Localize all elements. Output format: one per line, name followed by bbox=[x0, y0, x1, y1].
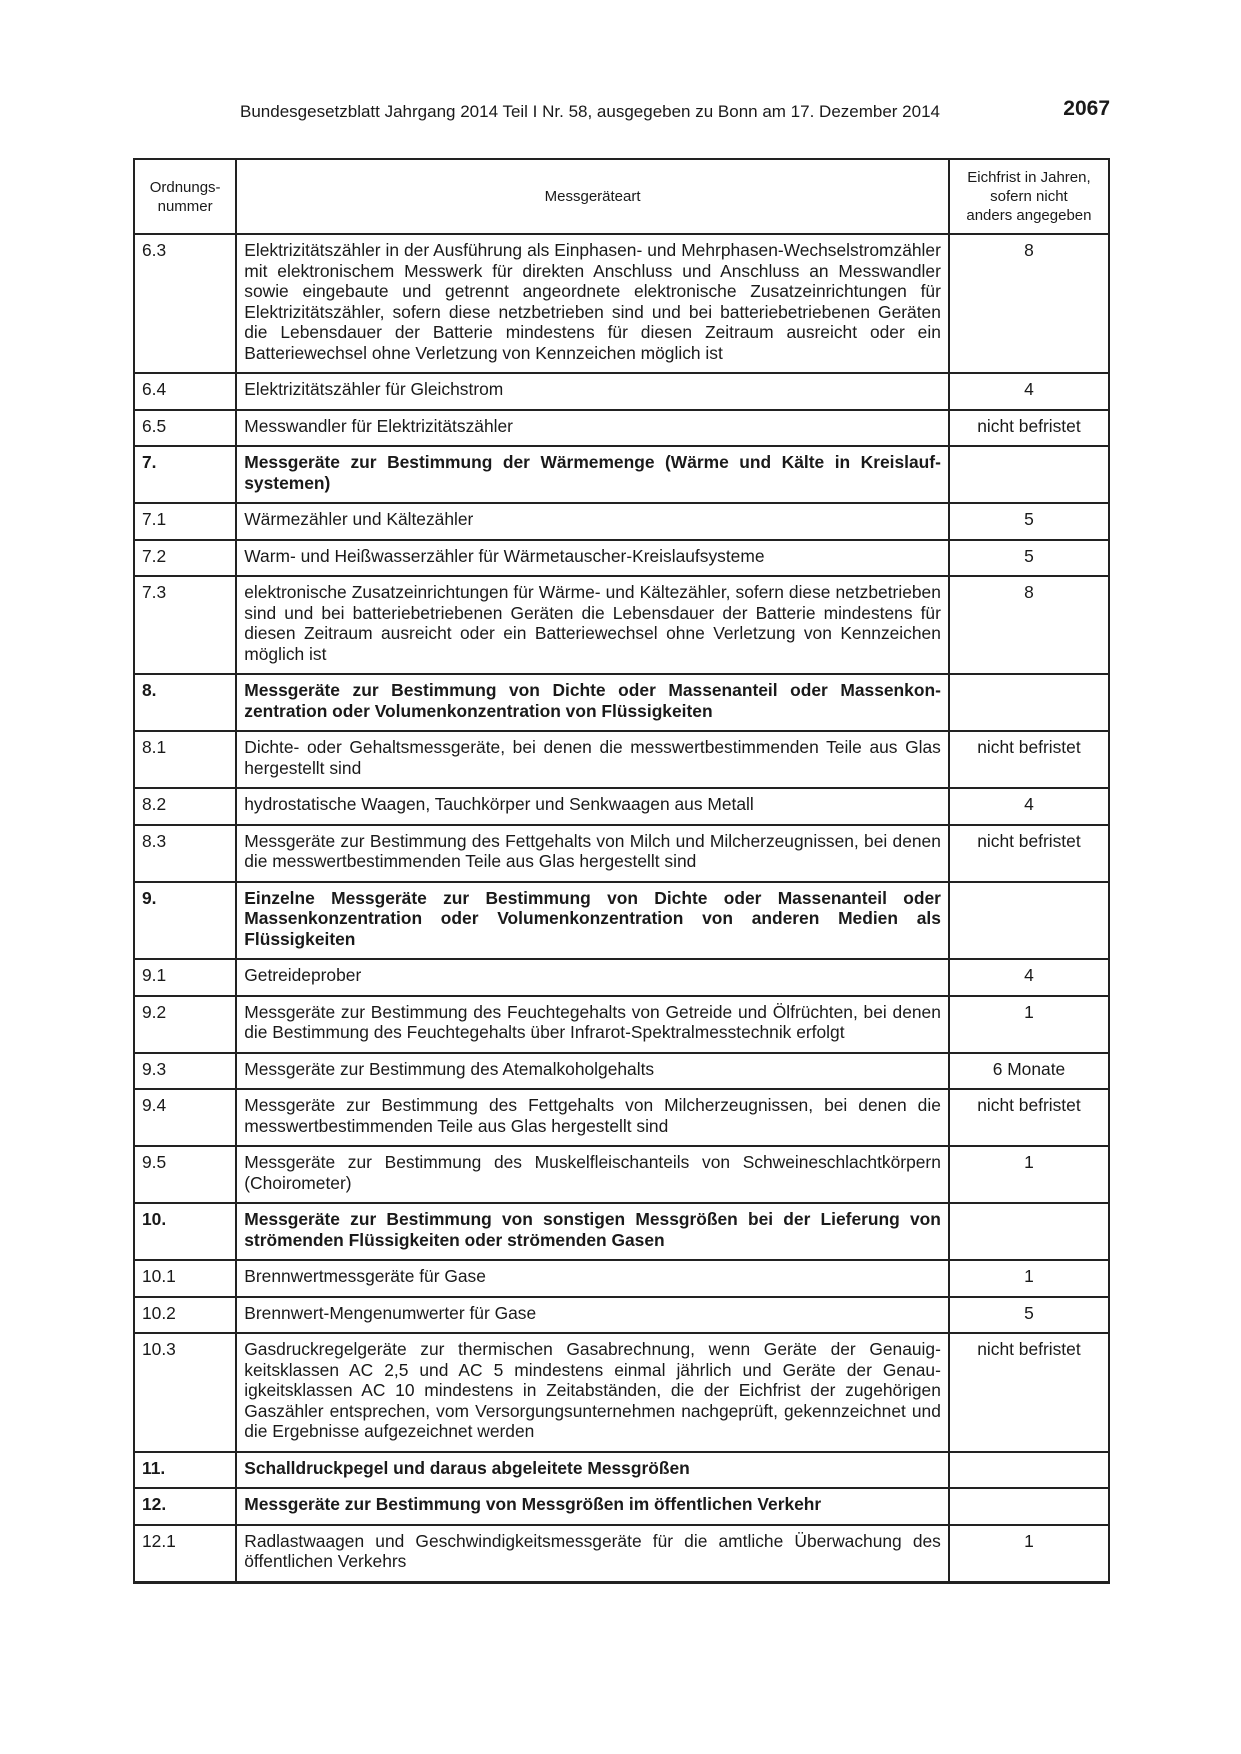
cell-number: 9. bbox=[134, 882, 236, 960]
cell-calibration-period bbox=[949, 674, 1109, 731]
column-header-number: Ordnungs- nummer bbox=[134, 159, 236, 234]
cell-device-type: Wärmezähler und Kältezähler bbox=[236, 503, 949, 540]
table-row bbox=[134, 1297, 1109, 1334]
table-row bbox=[134, 788, 1109, 825]
cell-calibration-period: 5 bbox=[949, 503, 1109, 540]
cell-number: 7.1 bbox=[134, 503, 236, 540]
table-row bbox=[134, 731, 1109, 788]
table-row bbox=[134, 1146, 1109, 1203]
cell-calibration-period: nicht befristet bbox=[949, 410, 1109, 447]
cell-calibration-period bbox=[949, 446, 1109, 503]
cell-number: 6.3 bbox=[134, 234, 236, 373]
section-row bbox=[134, 1452, 1109, 1489]
cell-number: 10. bbox=[134, 1203, 236, 1260]
cell-calibration-period bbox=[949, 1488, 1109, 1525]
cell-calibration-period bbox=[949, 1203, 1109, 1260]
cell-device-type: hydrostatische Waagen, Tauchkörper und Senkwaagen aus Metall bbox=[236, 788, 949, 825]
cell-calibration-period: 4 bbox=[949, 959, 1109, 996]
cell-device-type: Messwandler für Elektrizitätszähler bbox=[236, 410, 949, 447]
cell-device-type: Messgeräte zur Bestimmung des Fettgehalts von Milch und Milcherzeugnissen, bei denen die messwertbestimmenden Teile aus Glas hergestellt sind bbox=[236, 825, 949, 882]
cell-calibration-period: nicht befristet bbox=[949, 825, 1109, 882]
table-row bbox=[134, 503, 1109, 540]
cell-number: 8. bbox=[134, 674, 236, 731]
cell-calibration-period: 4 bbox=[949, 373, 1109, 410]
page-number: 2067 bbox=[1063, 97, 1110, 120]
cell-device-type: Messgeräte zur Bestimmung des Muskelfleischanteils von Schweineschlachtkörpern (Choirometer) bbox=[236, 1146, 949, 1203]
cell-number: 9.3 bbox=[134, 1053, 236, 1090]
cell-calibration-period: nicht befristet bbox=[949, 1089, 1109, 1146]
table-row bbox=[134, 825, 1109, 882]
cell-number: 11. bbox=[134, 1452, 236, 1489]
table-row bbox=[134, 959, 1109, 996]
cell-device-type: Messgeräte zur Bestimmung des Atemalkoholgehalts bbox=[236, 1053, 949, 1090]
cell-number: 10.1 bbox=[134, 1260, 236, 1297]
cell-calibration-period: 1 bbox=[949, 996, 1109, 1053]
cell-number: 9.2 bbox=[134, 996, 236, 1053]
cell-device-type: Messgeräte zur Bestimmung von sonstigen Messgrößen bei der Lieferung von strömenden Flüssigkeiten oder strömenden Gasen bbox=[236, 1203, 949, 1260]
cell-calibration-period: 5 bbox=[949, 540, 1109, 577]
column-header-period: Eichfrist in Jahren, sofern nicht anders angegeben bbox=[949, 159, 1109, 234]
cell-device-type: Dichte- oder Gehaltsmessgeräte, bei denen die messwertbestimmenden Teile aus Glas hergestellt sind bbox=[236, 731, 949, 788]
cell-number: 12. bbox=[134, 1488, 236, 1525]
cell-number: 9.5 bbox=[134, 1146, 236, 1203]
table-row bbox=[134, 373, 1109, 410]
table-row bbox=[134, 996, 1109, 1053]
cell-device-type: Elektrizitätszähler für Gleichstrom bbox=[236, 373, 949, 410]
cell-device-type: Schalldruckpegel und daraus abgeleitete Messgrößen bbox=[236, 1452, 949, 1489]
cell-device-type: Messgeräte zur Bestimmung des Feuchtegehalts von Getreide und Ölfrüchten, bei denen die Bestimmung des Feuchtegehalts über Infrarot-Spektralmesstechnik erfolgt bbox=[236, 996, 949, 1053]
cell-number: 7.2 bbox=[134, 540, 236, 577]
cell-number: 9.1 bbox=[134, 959, 236, 996]
cell-calibration-period bbox=[949, 1452, 1109, 1489]
cell-number: 8.1 bbox=[134, 731, 236, 788]
cell-number: 8.3 bbox=[134, 825, 236, 882]
cell-calibration-period: 4 bbox=[949, 788, 1109, 825]
table-row bbox=[134, 1089, 1109, 1146]
table-row bbox=[134, 234, 1109, 373]
cell-device-type: Radlastwaagen und Geschwindigkeitsmessgeräte für die amtliche Überwachung des öffentlichen Verkehrs bbox=[236, 1525, 949, 1583]
cell-calibration-period bbox=[949, 882, 1109, 960]
section-row bbox=[134, 446, 1109, 503]
cell-device-type: Messgeräte zur Bestimmung der Wärmemenge (Wärme und Kälte in Kreislaufsystemen) bbox=[236, 446, 949, 503]
table-row bbox=[134, 1053, 1109, 1090]
cell-device-type: Getreideprober bbox=[236, 959, 949, 996]
cell-calibration-period: 8 bbox=[949, 576, 1109, 674]
table-row bbox=[134, 540, 1109, 577]
cell-number: 12.1 bbox=[134, 1525, 236, 1583]
cell-number: 10.3 bbox=[134, 1333, 236, 1452]
publication-header: Bundesgesetzblatt Jahrgang 2014 Teil I Nr. 58, ausgegeben zu Bonn am 17. Dezember 2014 bbox=[240, 102, 940, 121]
cell-device-type: Brennwert-Mengenumwerter für Gase bbox=[236, 1297, 949, 1334]
cell-calibration-period: 1 bbox=[949, 1146, 1109, 1203]
cell-calibration-period: 1 bbox=[949, 1260, 1109, 1297]
cell-number: 6.5 bbox=[134, 410, 236, 447]
cell-number: 7. bbox=[134, 446, 236, 503]
section-row bbox=[134, 674, 1109, 731]
cell-number: 8.2 bbox=[134, 788, 236, 825]
calibration-period-table bbox=[133, 158, 1110, 1584]
cell-device-type: Elektrizitätszähler in der Ausführung als Einphasen- und Mehrphasen-Wechselstromzähler mit elektronischem Messwerk für direkten Anschluss und Anschluss an Messwandler sowie eingebaute und getrennt angeordnete elektronische Zusatzeinrichtungen für Elektrizitätszähler, sofern diese netzbetrieben sind und bei batteriebetriebenen Geräten die Lebensdauer der Batterie mindestens für diesen Zeitraum ausreicht oder ein Batteriewechsel ohne Verletzung von Kennzeichen möglich ist bbox=[236, 234, 949, 373]
cell-device-type: Gasdruckregelgeräte zur thermischen Gasabrechnung, wenn Geräte der Genauigkeitsklassen AC 2,5 und AC 5 mindestens einmal jährlich und Geräte der Genauigkeitsklassen AC 10 mindestens in Zeitabständen, die der Eichfrist der zugehörigen Gaszähler entsprechen, vom Versorgungsunternehmen nachgeprüft, gekennzeichnet und die Ergebnisse aufgezeichnet werden bbox=[236, 1333, 949, 1452]
table-row bbox=[134, 576, 1109, 674]
cell-device-type: Einzelne Messgeräte zur Bestimmung von Dichte oder Massenanteil oder Massenkonzentration oder Volumenkonzentration von anderen Medien als Flüssigkeiten bbox=[236, 882, 949, 960]
cell-calibration-period: nicht befristet bbox=[949, 731, 1109, 788]
cell-number: 6.4 bbox=[134, 373, 236, 410]
cell-number: 10.2 bbox=[134, 1297, 236, 1334]
table-row bbox=[134, 410, 1109, 447]
table-body bbox=[134, 234, 1109, 1582]
table-header-row bbox=[134, 159, 1109, 234]
table-row bbox=[134, 1525, 1109, 1583]
table-row bbox=[134, 1260, 1109, 1297]
cell-calibration-period: 8 bbox=[949, 234, 1109, 373]
section-row bbox=[134, 1203, 1109, 1260]
page-header bbox=[133, 96, 1110, 126]
table-row bbox=[134, 1333, 1109, 1452]
cell-number: 7.3 bbox=[134, 576, 236, 674]
cell-device-type: Messgeräte zur Bestimmung von Dichte oder Massenanteil oder Massenkonzentration oder Volumenkonzentration von Flüssigkeiten bbox=[236, 674, 949, 731]
cell-calibration-period: 6 Monate bbox=[949, 1053, 1109, 1090]
cell-device-type: elektronische Zusatzeinrichtungen für Wärme- und Kältezähler, sofern diese netzbetrieben sind und bei batteriebetriebenen Geräten die Lebensdauer der Batterie mindestens für diesen Zeitraum ausreicht oder ein Batteriewechsel ohne Verletzung von Kennzeichen möglich ist bbox=[236, 576, 949, 674]
column-header-type: Messgeräteart bbox=[236, 159, 949, 234]
cell-device-type: Messgeräte zur Bestimmung von Messgrößen im öffentlichen Verkehr bbox=[236, 1488, 949, 1525]
cell-calibration-period: nicht befristet bbox=[949, 1333, 1109, 1452]
section-row bbox=[134, 1488, 1109, 1525]
cell-device-type: Brennwertmessgeräte für Gase bbox=[236, 1260, 949, 1297]
cell-device-type: Warm- und Heißwasserzähler für Wärmetauscher-Kreislaufsysteme bbox=[236, 540, 949, 577]
section-row bbox=[134, 882, 1109, 960]
cell-number: 9.4 bbox=[134, 1089, 236, 1146]
cell-device-type: Messgeräte zur Bestimmung des Fettgehalts von Milcherzeugnissen, bei denen die messwertbestimmenden Teile aus Glas hergestellt sind bbox=[236, 1089, 949, 1146]
cell-calibration-period: 1 bbox=[949, 1525, 1109, 1583]
cell-calibration-period: 5 bbox=[949, 1297, 1109, 1334]
